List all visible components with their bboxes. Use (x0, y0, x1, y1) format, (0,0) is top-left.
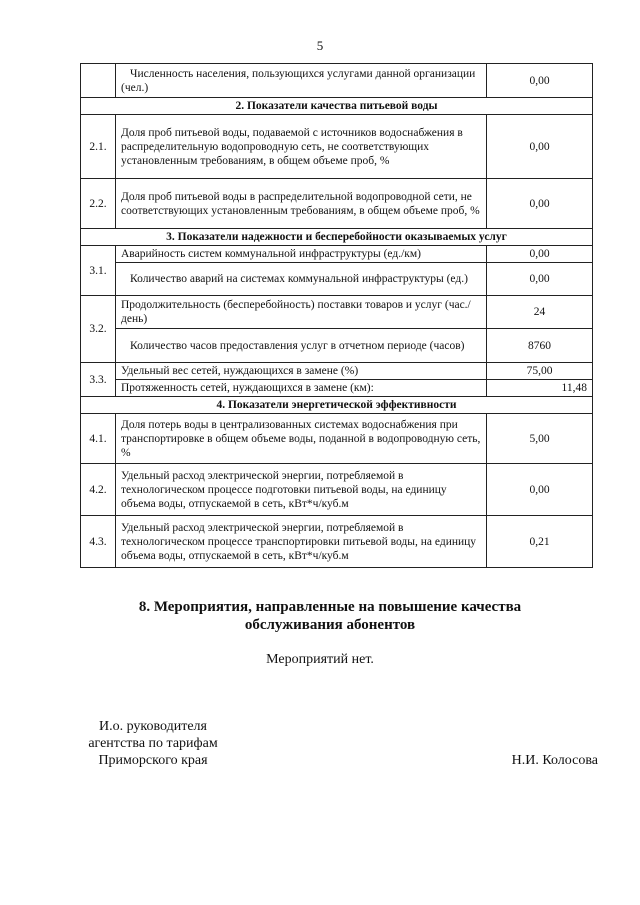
table-row (81, 414, 593, 464)
row-label: Удельный расход электрической энергии, потребляемой в технологическом процессе подготовки питьевой воды, на единицу объема воды, отпускаемой в сеть, кВт*ч/куб.м (116, 464, 487, 516)
row-number: 4.3. (81, 516, 116, 568)
table-row (81, 64, 593, 98)
section-title: 2. Показатели качества питьевой воды (81, 98, 593, 115)
row-label: Численность населения, пользующихся услугами данной организации (чел.) (116, 64, 487, 98)
row-label: Аварийность систем коммунальной инфраструктуры (ед./км) (116, 246, 487, 263)
table-row (81, 363, 593, 380)
row-value: 0,21 (487, 516, 593, 568)
row-label: Удельный вес сетей, нуждающихся в замене (%) (116, 363, 487, 380)
table-row (81, 179, 593, 229)
row-value: 8760 (487, 329, 593, 363)
row-label: Доля потерь воды в централизованных системах водоснабжения при транспортировке в общем объеме воды, поданной в водопроводную сеть, % (116, 414, 487, 464)
row-number: 4.1. (81, 414, 116, 464)
signatory-name: Н.И. Колосова (511, 753, 598, 768)
table-row (81, 115, 593, 179)
table-row (81, 263, 593, 296)
row-label: Удельный расход электрической энергии, потребляемой в технологическом процессе транспортировки питьевой воды, на единицу объема воды, отпускаемой в сеть, кВт*ч/куб.м (116, 516, 487, 568)
row-value: 75,00 (487, 363, 593, 380)
row-value: 0,00 (487, 115, 593, 179)
row-value: 0,00 (487, 179, 593, 229)
row-value: 0,00 (487, 246, 593, 263)
row-number: 2.2. (81, 179, 116, 229)
row-number: 3.3. (81, 363, 116, 397)
section-8-heading (60, 598, 600, 634)
row-number: 3.2. (81, 296, 116, 363)
table-row (81, 296, 593, 329)
row-number: 3.1. (81, 246, 116, 296)
row-value: 0,00 (487, 464, 593, 516)
section-8-heading-line: 8. Мероприятия, направленные на повышение качества (138, 599, 522, 615)
row-label: Количество аварий на системах коммунальной инфраструктуры (ед.) (116, 263, 487, 296)
table-row (81, 246, 593, 263)
row-value: 0,00 (487, 263, 593, 296)
row-label: Доля проб питьевой воды, подаваемой с источников водоснабжения в распределительную водопроводную сеть, не соответствующих установленным требованиям, в общем объеме проб, % (116, 115, 487, 179)
row-value: 5,00 (487, 414, 593, 464)
section-row (81, 98, 593, 115)
row-label: Доля проб питьевой воды в распределительной водопроводной сети, не соответствующих установленным требованиям, в общем объеме проб, % (116, 179, 487, 229)
row-number: 2.1. (81, 115, 116, 179)
signatory-title (73, 718, 233, 769)
row-label: Количество часов предоставления услуг в отчетном периоде (часов) (116, 329, 487, 363)
row-value: 24 (487, 296, 593, 329)
row-label: Протяженность сетей, нуждающихся в замене (км): (116, 380, 487, 397)
row-value: 0,00 (487, 64, 593, 98)
no-measures-text: Мероприятий нет. (266, 652, 374, 667)
row-value: 11,48 (487, 380, 593, 397)
section-title: 3. Показатели надежности и бесперебойности оказываемых услуг (81, 229, 593, 246)
table-row (81, 380, 593, 397)
section-8-heading-line: обслуживания абонентов (244, 617, 416, 633)
signatory-title-line: агентства по тарифам (88, 736, 218, 751)
num-cell (81, 64, 116, 98)
signatory-title-line: Приморского края (98, 753, 208, 768)
signatory-title-line: И.о. руководителя (98, 719, 207, 734)
page-number: 5 (316, 38, 324, 53)
section-row (81, 229, 593, 246)
row-label: Продолжительность (бесперебойность) поставки товаров и услуг (час./день) (116, 296, 487, 329)
indicators-table (80, 63, 593, 568)
table-row (81, 464, 593, 516)
section-title: 4. Показатели энергетической эффективности (81, 397, 593, 414)
table-row (81, 516, 593, 568)
row-number: 4.2. (81, 464, 116, 516)
section-row (81, 397, 593, 414)
table-row (81, 329, 593, 363)
